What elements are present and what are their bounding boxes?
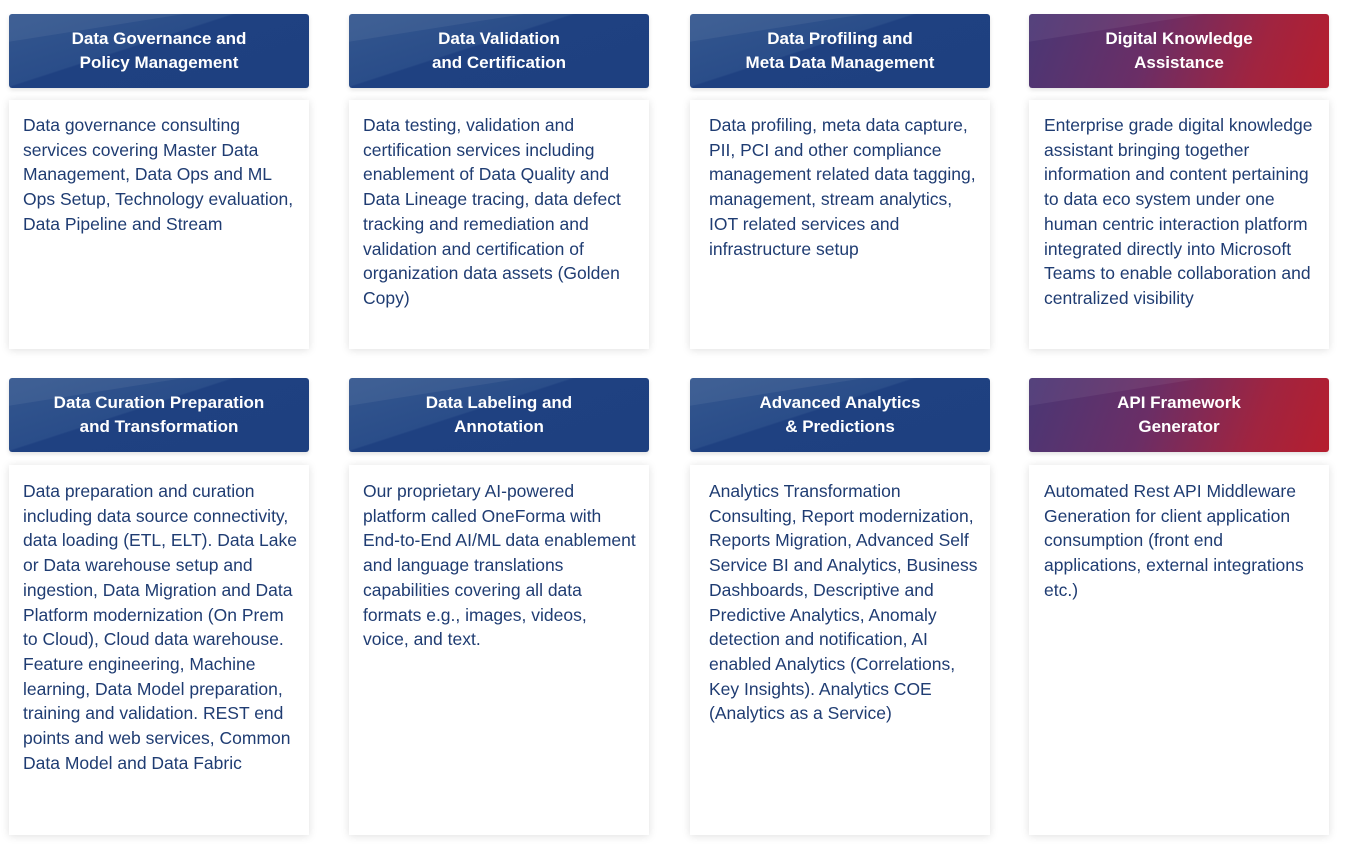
- service-card-data-validation: [349, 14, 649, 308]
- card-body: [349, 465, 649, 835]
- card-description: Data testing, validation and certification services including enablement of Data Quality and Data Lineage tracing, data defect tracking and remediation and validation and certification of organization data assets (Golden Copy): [363, 115, 621, 308]
- card-title: Data Profiling and Meta Data Management: [745, 29, 935, 72]
- service-card-digital-knowledge: [1029, 14, 1329, 308]
- card-description: Automated Rest API Middleware Generation for client application consumption (front end applications, external integrations etc.): [1044, 481, 1304, 600]
- card-body: [349, 100, 649, 349]
- service-card-data-profiling: [690, 14, 990, 259]
- card-header: [1029, 14, 1329, 88]
- card-body: [690, 465, 990, 835]
- card-title: API Framework Generator: [1117, 393, 1241, 436]
- service-card-data-curation: [9, 378, 309, 773]
- card-title: Data Validation and Certification: [431, 29, 567, 72]
- card-header: [349, 14, 649, 88]
- service-card-data-labeling: [349, 378, 649, 650]
- card-body: [690, 100, 990, 349]
- card-header: [9, 378, 309, 452]
- card-description: Our proprietary AI-powered platform called OneForma with End-to-End AI/ML data enablement and language translations capabilities covering all data formats e.g., images, videos, voice, and text.: [363, 481, 636, 650]
- card-title: Digital Knowledge Assistance: [1105, 29, 1253, 72]
- card-title: Advanced Analytics & Predictions: [759, 393, 921, 436]
- service-card-api-framework: [1029, 378, 1329, 600]
- card-body: [1029, 100, 1329, 349]
- card-description: Enterprise grade digital knowledge assistant bringing together information and content pertaining to data eco system under one human centric interaction platform integrated directly into Microsoft Teams to enable collaboration and centralized visibility: [1044, 115, 1313, 308]
- card-header: [690, 14, 990, 88]
- card-header: [1029, 378, 1329, 452]
- card-title: Data Curation Preparation and Transformation: [53, 393, 265, 436]
- card-description: Data governance consulting services covering Master Data Management, Data Ops and ML Ops Setup, Technology evaluation, Data Pipeline and Stream: [23, 115, 294, 234]
- card-header: [9, 14, 309, 88]
- card-description: Data profiling, meta data capture, PII, PCI and other compliance management related data tagging, management, stream analytics, IOT related services and infrastructure setup: [709, 115, 976, 259]
- card-description: Data preparation and curation including data source connectivity, data loading (ETL, ELT). Data Lake or Data warehouse setup and ingestion, Data Migration and Data Platform modernization (On Prem to Cloud), Cloud data warehouse. Feature engineering, Machine learning, Data Model preparation, training and validation. REST end points and web services, Common Data Model and Data Fabric: [23, 481, 297, 773]
- card-body: [9, 100, 309, 349]
- card-body: [1029, 465, 1329, 835]
- card-header: [690, 378, 990, 452]
- card-title: Data Labeling and Annotation: [425, 393, 573, 436]
- card-body: [9, 465, 309, 835]
- card-title: Data Governance and Policy Management: [71, 29, 247, 72]
- card-header: [349, 378, 649, 452]
- service-card-advanced-analytics: [690, 378, 990, 724]
- card-description: Analytics Transformation Consulting, Report modernization, Reports Migration, Advanced Self Service BI and Analytics, Business Dashboards, Descriptive and Predictive Analytics, Anomaly detection and notification, AI enabled Analytics (Correlations, Key Insights). Analytics COE (Analytics as a Service): [709, 481, 978, 724]
- service-card-data-governance: [9, 14, 309, 234]
